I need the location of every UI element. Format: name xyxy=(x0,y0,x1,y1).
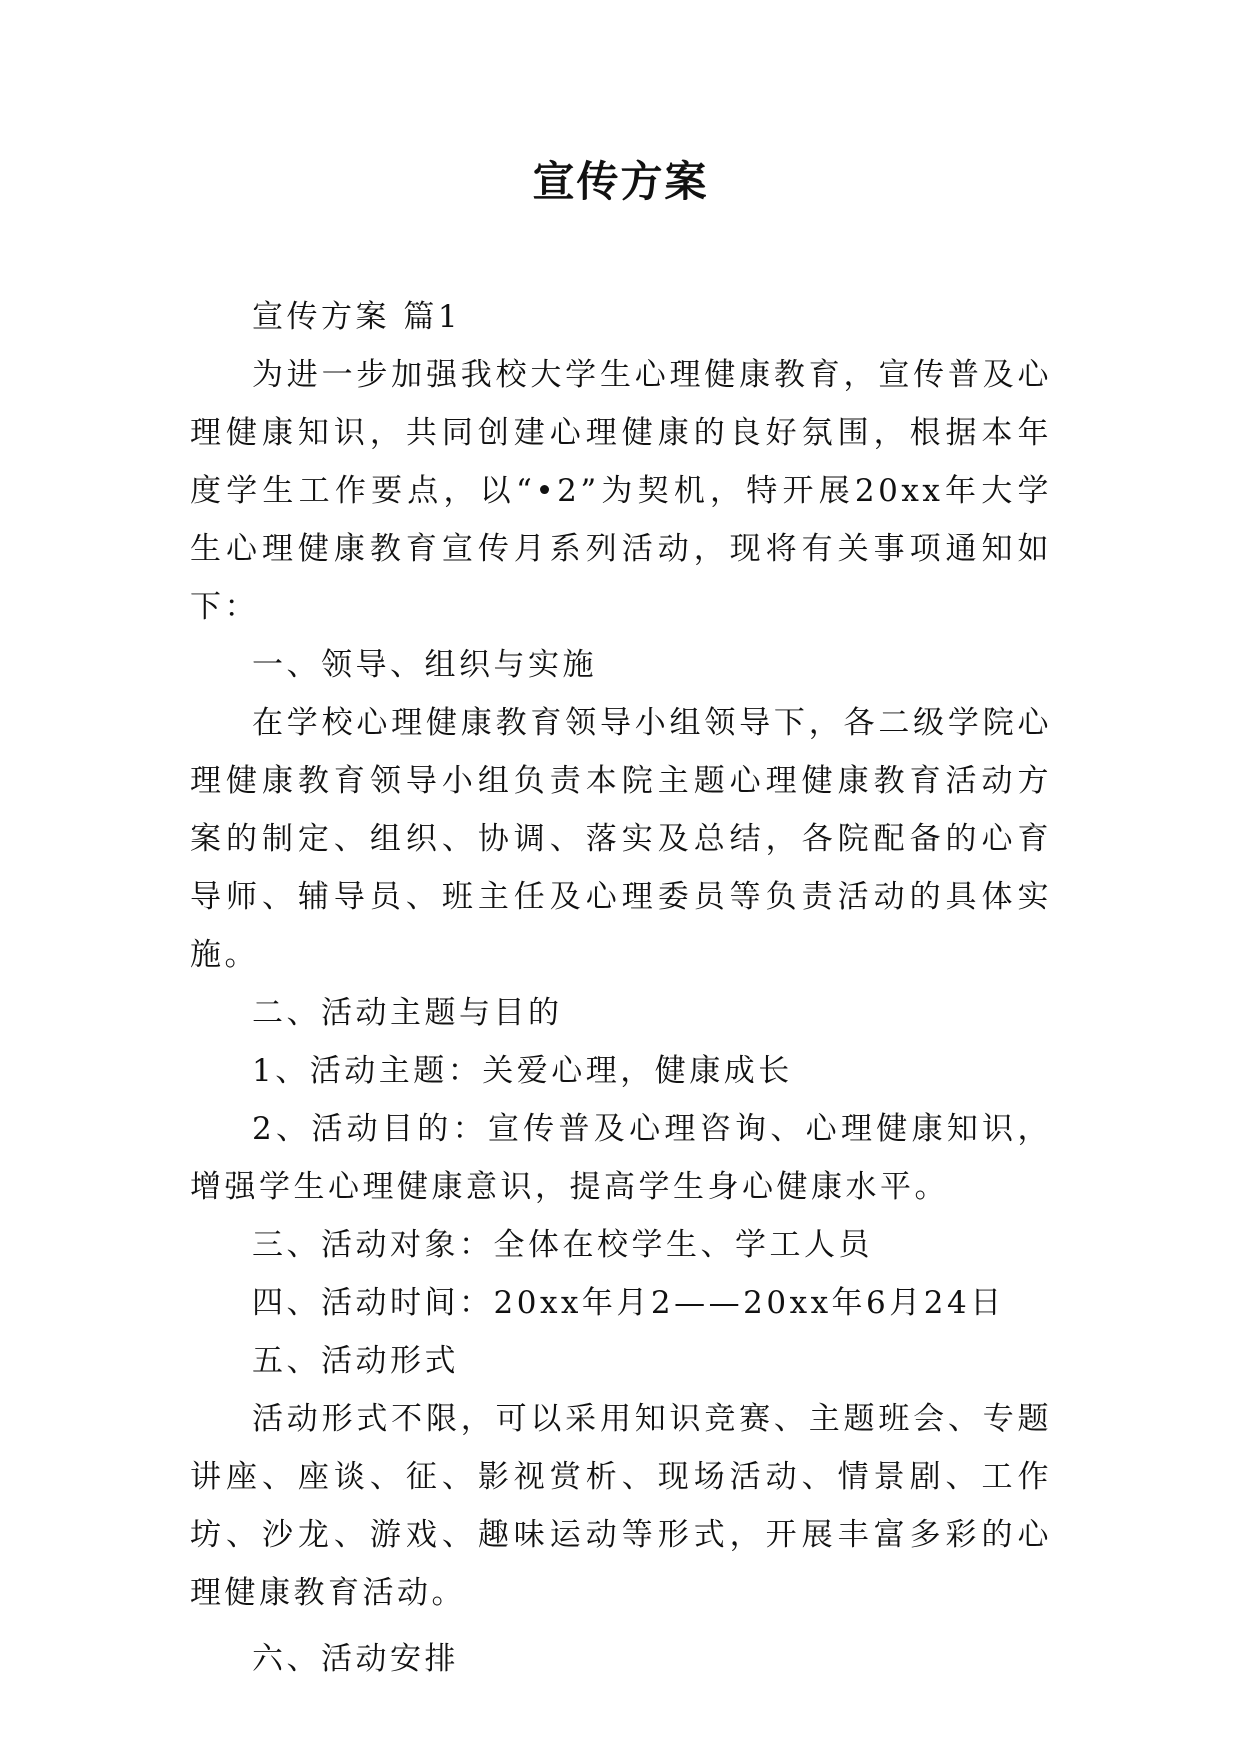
heading-arrangement: 六、活动安排 xyxy=(252,1641,459,1677)
document-title: 宣传方案 xyxy=(532,157,709,206)
purpose-item: 2、活动目的：宣传普及心理咨询、心理健康知识，增强学生心理健康意识，提高学生身心健康水平。 xyxy=(190,1111,1052,1205)
format-paragraph: 活动形式不限，可以采用知识竞赛、主题班会、专题讲座、座谈、征、影视赏析、现场活动、情景剧、工作坊、沙龙、游戏、趣味运动等形式，开展丰富多彩的心理健康教育活动。 xyxy=(190,1401,1052,1611)
heading-leadership: 一、领导、组织与实施 xyxy=(252,647,597,683)
leadership-paragraph: 在学校心理健康教育领导小组领导下，各二级学院心理健康教育领导小组负责本院主题心理健康教育活动方案的制定、组织、协调、落实及总结，各院配备的心育导师、辅导员、班主任及心理委员等负责活动的具体实施。 xyxy=(190,705,1052,973)
document-body xyxy=(190,288,1052,1688)
section-heading-part1: 宣传方案 篇1 xyxy=(252,299,462,335)
heading-theme-purpose: 二、活动主题与目的 xyxy=(252,995,563,1031)
heading-format: 五、活动形式 xyxy=(252,1343,459,1379)
intro-paragraph: 为进一步加强我校大学生心理健康教育，宣传普及心理健康知识，共同创建心理健康的良好氛围，根据本年度学生工作要点，以“•2”为契机，特开展20xx年大学生心理健康教育宣传月系列活动，现将有关事项通知如下： xyxy=(190,357,1052,625)
theme-item: 1、活动主题：关爱心理，健康成长 xyxy=(252,1053,793,1089)
time-item: 四、活动时间：20xx年月2——20xx年6月24日 xyxy=(252,1285,1005,1321)
audience-item: 三、活动对象：全体在校学生、学工人员 xyxy=(252,1227,873,1263)
